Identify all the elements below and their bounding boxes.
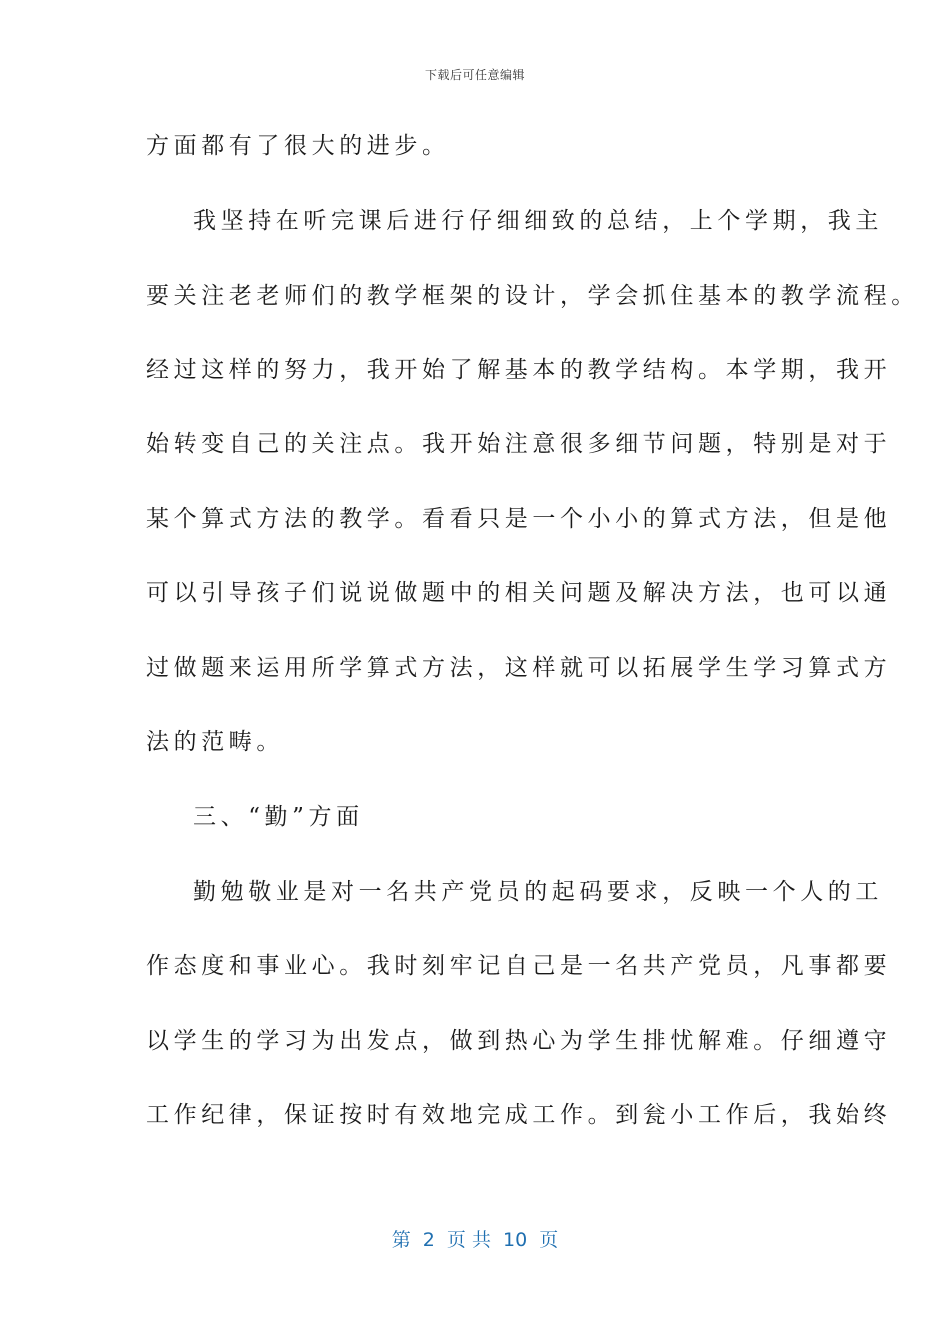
paragraph-line: 工作纪律，保证按时有效地完成工作。到瓮小工作后，我始终 — [146, 1102, 892, 1128]
paragraph-line: 勤勉敬业是对一名共产党员的起码要求，反映一个人的工 — [193, 879, 883, 905]
paragraph-line: 要关注老老师们的教学框架的设计，学会抓住基本的教学流程。 — [146, 283, 919, 309]
paragraph-line: 以学生的学习为出发点，做到热心为学生排忧解难。仔细遵守 — [146, 1028, 892, 1054]
paragraph-line: 我坚持在听完课后进行仔细细致的总结，上个学期，我主 — [193, 208, 883, 234]
page-header-note: 下载后可任意编辑 — [424, 68, 525, 82]
page-number-footer: 第 2 页 共 10 页 — [391, 1229, 559, 1251]
paragraph-line: 始转变自己的关注点。我开始注意很多细节问题，特别是对于 — [146, 431, 892, 457]
section-heading: 三、“勤”方面 — [193, 804, 364, 830]
paragraph-line: 法的范畴。 — [146, 729, 284, 755]
paragraph-line: 作态度和事业心。我时刻牢记自己是一名共产党员，凡事都要 — [146, 953, 892, 979]
paragraph-line: 某个算式方法的教学。看看只是一个小小的算式方法，但是他 — [146, 506, 892, 532]
paragraph-line: 方面都有了很大的进步。 — [146, 133, 450, 159]
paragraph-line: 过做题来运用所学算式方法，这样就可以拓展学生学习算式方 — [146, 655, 892, 681]
paragraph-line: 经过这样的努力，我开始了解基本的教学结构。本学期，我开 — [146, 357, 892, 383]
paragraph-line: 可以引导孩子们说说做题中的相关问题及解决方法，也可以通 — [146, 580, 892, 606]
